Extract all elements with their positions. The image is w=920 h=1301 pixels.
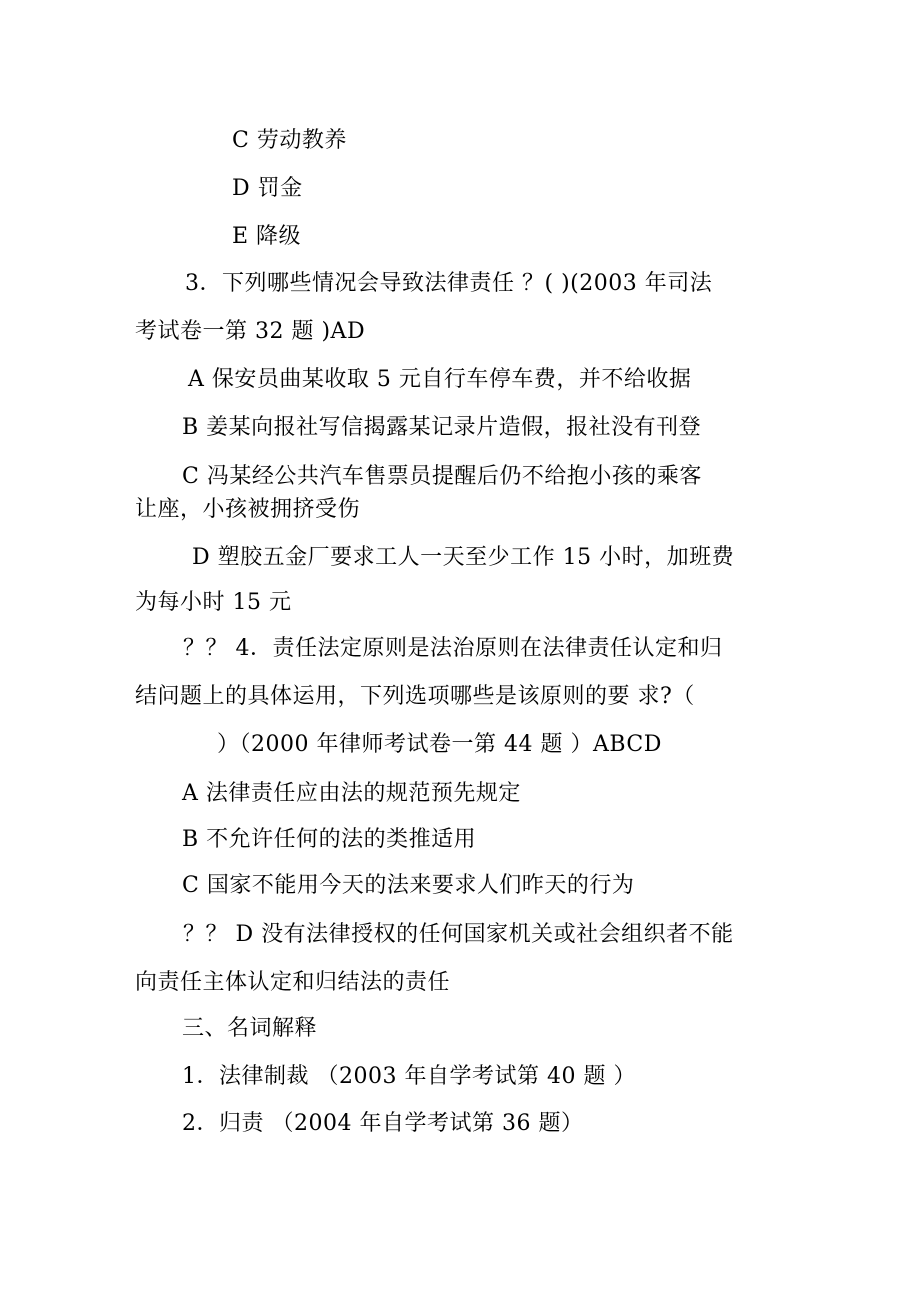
question-3-line-1: 3．下列哪些情况会导致法律责任 ？( )(2003 年司法 [185,271,713,296]
q4-option-b: B 不允许任何的法的类推适用 [182,827,477,852]
q4-option-c: C 国家不能用今天的法来要求人们昨天的行为 [182,873,635,898]
question-4-line-3: ）（2000 年律师考试卷一第 44 题 ）ABCD [217,732,662,757]
q3-option-a: A 保安员曲某收取 5 元自行车停车费，并不给收据 [188,367,692,392]
q3-option-d-line-1: D 塑胶五金厂要求工人一天至少工作 15 小时，加班费 [192,545,735,570]
option-e-demotion: E 降级 [232,224,302,249]
q4-option-d-line-2: 向责任主体认定和归结法的责任 [135,970,451,995]
q4-option-d-line-1: ？？ D 没有法律授权的任何国家机关或社会组织者不能 [183,922,734,947]
question-3-line-2: 考试卷一第 32 题 )AD [135,319,366,344]
term-1-legal-sanction: 1．法律制裁 （2003 年自学考试第 40 题 ） [182,1064,636,1089]
q3-option-c-line-2: 让座，小孩被拥挤受伤 [135,497,361,522]
question-4-line-2: 结问题上的具体运用，下列选项哪些是该原则的要 求?（ [135,684,695,709]
question-4-line-1: ？？ 4．责任法定原则是法治原则在法律责任认定和归 [183,636,723,661]
term-2-imputation: 2．归责 （2004 年自学考试第 36 题） [182,1111,584,1136]
q3-option-c-line-1: C 冯某经公共汽车售票员提醒后仍不给抱小孩的乘客 [182,464,702,489]
option-d-fine: D 罚金 [232,176,303,201]
section-3-heading: 三、名词解释 [182,1016,318,1041]
q4-option-a: A 法律责任应由法的规范预先规定 [182,781,521,806]
q3-option-d-line-2: 为每小时 15 元 [135,590,292,615]
option-c-labor-reeducation: C 劳动教养 [232,128,347,153]
q3-option-b: B 姜某向报社写信揭露某记录片造假，报社没有刊登 [182,415,702,440]
